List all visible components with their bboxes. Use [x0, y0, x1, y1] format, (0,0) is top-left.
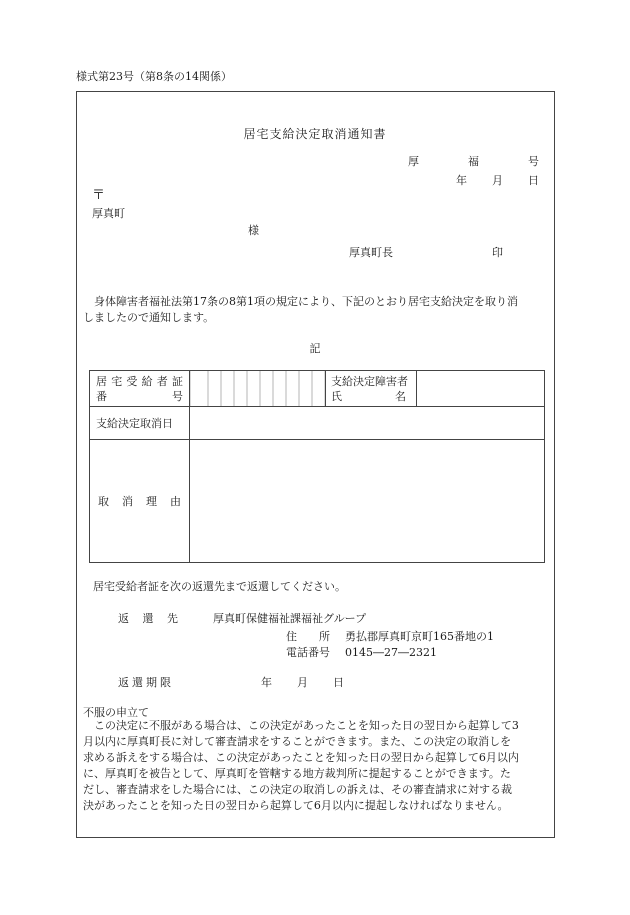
cancel-reason-field[interactable] [190, 440, 545, 563]
reference-number-mid: 福 [468, 155, 479, 168]
cancel-reason-label [90, 440, 190, 563]
address-label: 住 所 [286, 630, 330, 643]
appeal-line: この決定に不服がある場合は、この決定があったことを知った日の翌日から起算して3 [83, 719, 519, 732]
ki-heading: 記 [309, 342, 321, 355]
label-char: 先 [167, 612, 178, 625]
deadline-label: 返還期限 [118, 676, 174, 689]
reference-number-end: 号 [528, 155, 539, 168]
label-char: 由 [170, 495, 181, 508]
label-char: 還 [142, 612, 154, 625]
appeal-heading: 不服の申立て [83, 706, 149, 719]
cancel-date-label-text: 支給決定取消日 [96, 417, 173, 430]
label-char: 取 [98, 495, 109, 508]
notice-body-line: 身体障害者福祉法第17条の8第1項の規定により、下記のとおり居宅支給決定を取り消 [83, 295, 518, 308]
cancel-date-label [90, 407, 190, 440]
label-char: 証 [171, 374, 183, 388]
recipient-name-field[interactable] [417, 371, 545, 407]
deadline-year: 年 [261, 676, 272, 689]
issuer-title: 厚真町長 [349, 246, 393, 259]
label-char: 者 [156, 374, 168, 388]
record-table [89, 370, 545, 563]
label-char: 宅 [111, 374, 123, 388]
appeal-line: 求める訴えをする場合は、この決定があったことを知った日の翌日から起算して6月以内 [83, 751, 519, 764]
appeal-line: 決があったことを知った日の翌日から起算して6月以内に提起しなければなりません。 [83, 799, 509, 812]
date-day: 日 [528, 174, 539, 187]
phone-label: 電話番号 [286, 646, 330, 659]
return-dest-value: 厚真町保健福祉課福祉グループ [213, 612, 367, 625]
document-title: 居宅支給決定取消通知書 [243, 127, 387, 141]
label-char: 受 [126, 374, 138, 388]
return-instruction: 居宅受給者証を次の返還先まで返還してください。 [93, 580, 346, 593]
certificate-number-field[interactable] [190, 371, 326, 407]
label-char: 氏 [331, 389, 342, 403]
cancel-date-field[interactable] [190, 407, 545, 440]
notice-body-line: しましたので通知します。 [83, 311, 215, 324]
appeal-line: 月以内に厚真町長に対して審査請求をすることができます。また、この決定の取消しを [83, 735, 512, 748]
reference-number: 厚 [408, 155, 419, 168]
recipient-honorific: 様 [248, 224, 259, 237]
appeal-body [83, 718, 548, 814]
appeal-line: に、厚真町を被告として、厚真町を管轄する地方裁判所に提起することができます。た [83, 767, 511, 780]
recipient-town: 厚真町 [92, 207, 125, 220]
certificate-number-label [90, 371, 190, 407]
recipient-name-label [326, 371, 417, 407]
label-char: 居 [96, 374, 107, 388]
form-number: 様式第23号（第8条の14関係） [76, 70, 232, 83]
label-char: 号 [172, 389, 183, 403]
label-char: 名 [395, 389, 406, 403]
phone-value: 0145―27―2321 [345, 646, 437, 659]
deadline-day: 日 [333, 676, 344, 689]
label-char: 給 [141, 374, 153, 388]
address-value: 勇払郡厚真町京町165番地の1 [345, 630, 494, 643]
postal-mark: 〒 [92, 188, 106, 203]
label-char: 番 [96, 389, 107, 403]
label-char: 消 [122, 495, 133, 508]
name-label-line: 支給決定障害者 [331, 374, 408, 388]
return-dest-label [118, 613, 178, 624]
date-year: 年 [456, 174, 467, 187]
appeal-line: だし、審査請求をした場合には、この決定の取消しの訴えは、その審査請求に対する裁 [83, 783, 512, 796]
label-char: 理 [146, 495, 157, 508]
label-char: 返 [118, 612, 129, 625]
deadline-month: 月 [297, 676, 308, 689]
date-month: 月 [492, 174, 503, 187]
notice-body [83, 294, 548, 326]
issuer-seal: 印 [492, 246, 503, 259]
